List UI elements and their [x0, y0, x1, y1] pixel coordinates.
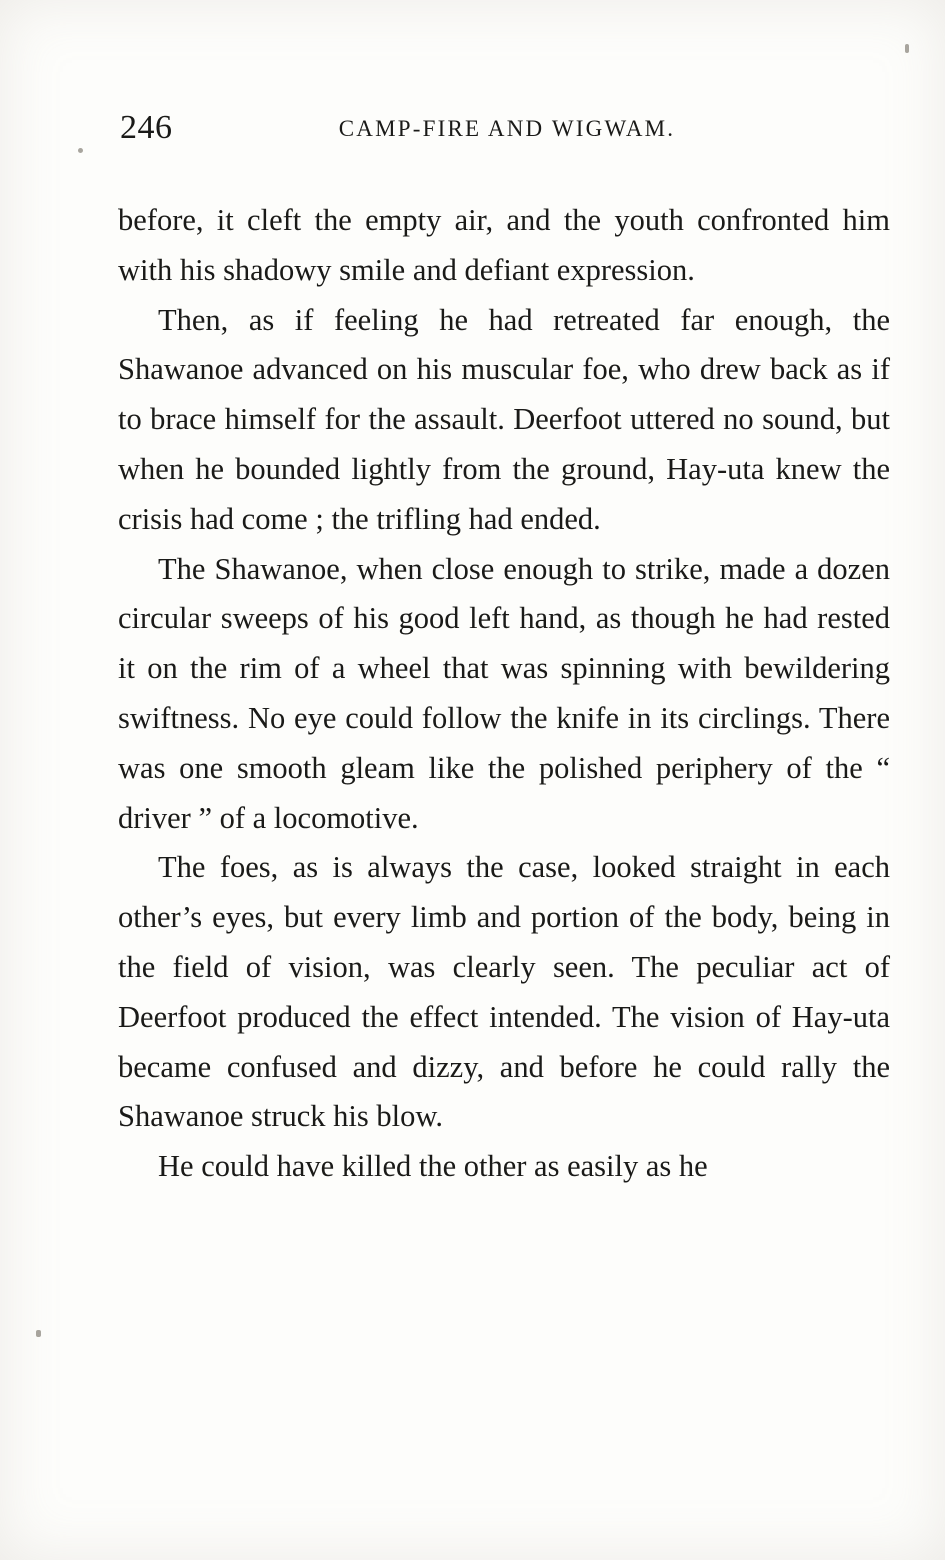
page-number: 246	[120, 109, 173, 146]
scan-speck-icon	[905, 44, 909, 53]
scan-speck-icon	[78, 148, 83, 153]
page-body	[118, 196, 890, 1192]
scan-speck-icon	[36, 1330, 41, 1337]
paragraph: He could have killed the other as easily as he	[158, 1149, 708, 1184]
page-header	[120, 108, 826, 148]
paragraph: The Shawanoe, when close enough to strike, made a dozen circular sweeps of his good left hand, as though he had rested it on the rim of a wheel that was spinning with bewildering swiftness. No eye could follow the knife in its circlings. There was one smooth gleam like the polished periphery of the “ driver ” of a locomotive.	[118, 551, 890, 835]
paragraph: The foes, as is always the case, looked straight in each other’s eyes, but every limb and portion of the body, being in the field of vision, was clearly seen. The peculiar act of Deerfoot produced the effect intended. The vision of Hay-uta became confused and dizzy, and before he could rally the Shawanoe struck his blow.	[118, 850, 890, 1134]
paragraph: Then, as if feeling he had retreated far enough, the Shawanoe advanced on his muscular foe, who drew back as if to brace himself for the assault. Deerfoot uttered no sound, but when he bounded lightly from the ground, Hay-uta knew the crisis had come ; the trifling had ended.	[118, 302, 890, 536]
paragraph: before, it cleft the empty air, and the youth confronted him with his shadowy smile and defiant expression.	[118, 203, 890, 287]
running-head: CAMP-FIRE AND WIGWAM.	[338, 116, 676, 141]
